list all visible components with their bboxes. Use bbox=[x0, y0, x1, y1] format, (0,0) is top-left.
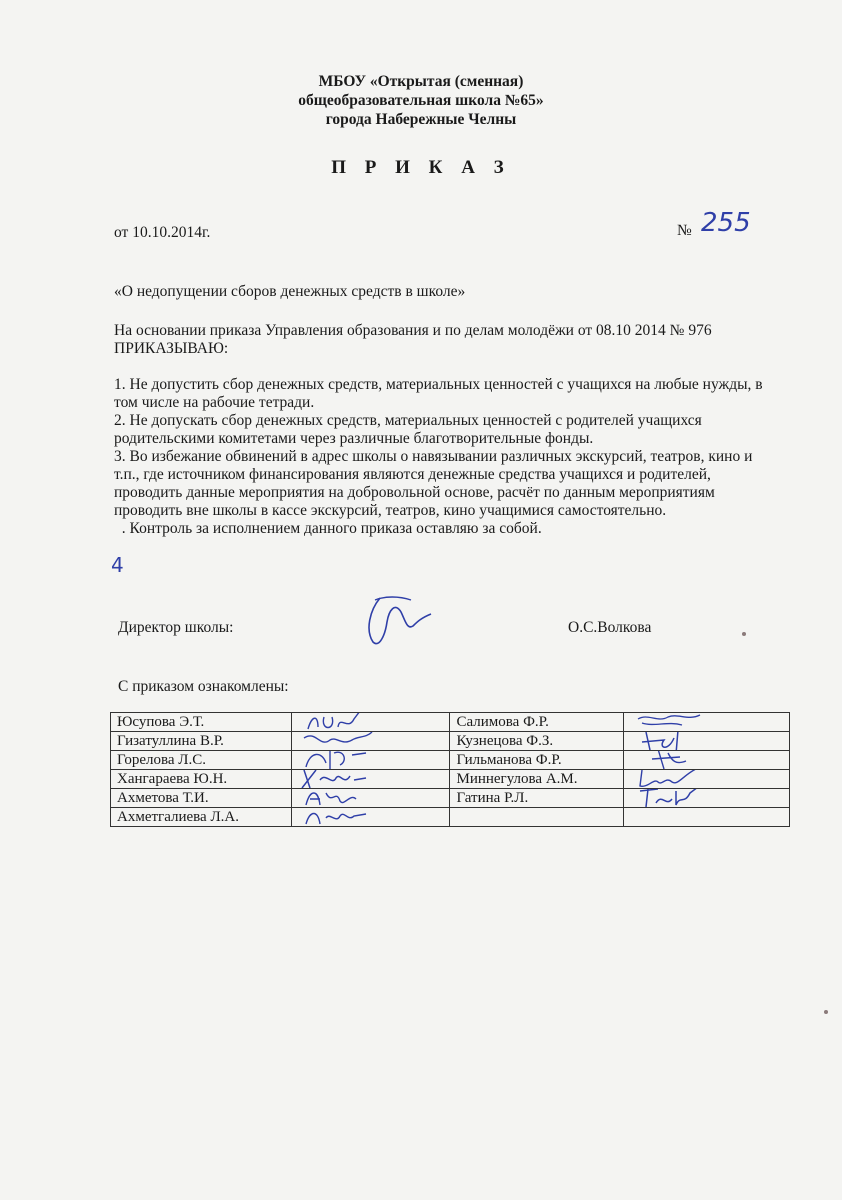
order-body bbox=[114, 322, 774, 538]
header-line-3: города Набережные Челны bbox=[325, 111, 517, 128]
signature-cell bbox=[292, 789, 450, 808]
order-item-4-text: . Контроль за исполнением данного приказа оставляю за собой. bbox=[121, 520, 542, 537]
table-row bbox=[111, 713, 790, 732]
signature-mark bbox=[628, 751, 708, 770]
paper-speck bbox=[742, 632, 746, 636]
signature-cell bbox=[624, 770, 790, 789]
signature-cell bbox=[624, 808, 790, 827]
staff-name: Ахметова Т.И. bbox=[111, 789, 292, 808]
staff-name: Горелова Л.С. bbox=[111, 751, 292, 770]
signature-mark bbox=[296, 751, 376, 770]
order-item-2: 2. Не допускать сбор денежных средств, материальных ценностей с родителей учащихся родительскими комитетами через различные благотворительные фонды. bbox=[114, 412, 702, 447]
handwritten-order-number-text: 255 bbox=[701, 208, 751, 238]
signature-mark bbox=[296, 732, 376, 751]
signature-mark bbox=[296, 713, 376, 732]
signature-mark bbox=[296, 770, 376, 789]
staff-name: Миннегулова А.М. bbox=[450, 770, 624, 789]
director-label: Директор школы: bbox=[118, 619, 234, 636]
table-row bbox=[111, 751, 790, 770]
staff-name: Гатина Р.Л. bbox=[450, 789, 624, 808]
header-line-2: общеобразовательная школа №65» bbox=[298, 92, 544, 109]
signature-cell bbox=[292, 808, 450, 827]
acknowledgement-title: С приказом ознакомлены: bbox=[118, 678, 289, 695]
signature-cell bbox=[624, 732, 790, 751]
table-row bbox=[111, 789, 790, 808]
order-item-4 bbox=[114, 520, 774, 538]
staff-name: Гизатуллина В.Р. bbox=[111, 732, 292, 751]
basis-text: На основании приказа Управления образования и по делам молодёжи от 08.10 2014 № 976 bbox=[114, 322, 712, 339]
staff-name: Салимова Ф.Р. bbox=[450, 713, 624, 732]
table-row bbox=[111, 732, 790, 751]
signature-cell bbox=[292, 770, 450, 789]
signature-mark bbox=[628, 770, 708, 789]
document-title: П Р И К А З bbox=[331, 157, 511, 178]
handwritten-order-number bbox=[697, 205, 759, 239]
director-name: О.С.Волкова bbox=[568, 619, 652, 636]
signature-mark bbox=[296, 789, 376, 808]
signature-cell bbox=[292, 713, 450, 732]
staff-name: Юсупова Э.Т. bbox=[111, 713, 292, 732]
staff-name: Ахметгалиева Л.А. bbox=[111, 808, 292, 827]
signature-cell bbox=[624, 789, 790, 808]
order-subject: «О недопущении сборов денежных средств в школе» bbox=[114, 283, 466, 300]
handwritten-item-number bbox=[110, 553, 126, 577]
signature-mark bbox=[628, 789, 708, 808]
staff-name bbox=[450, 808, 624, 827]
staff-name: Гильманова Ф.Р. bbox=[450, 751, 624, 770]
handwritten-item-number-text: 4 bbox=[111, 553, 124, 577]
school-header bbox=[0, 72, 842, 129]
table-row bbox=[111, 770, 790, 789]
staff-name: Хангараева Ю.Н. bbox=[111, 770, 292, 789]
table-row bbox=[111, 808, 790, 827]
order-item-1: 1. Не допустить сбор денежных средств, материальных ценностей с учащихся на любые нужды, в том числе на рабочие тетради. bbox=[114, 376, 763, 411]
director-signature bbox=[355, 590, 435, 650]
order-date: от 10.10.2014г. bbox=[114, 224, 211, 241]
acknowledgement-table bbox=[110, 712, 790, 827]
order-word: ПРИКАЗЫВАЮ: bbox=[114, 340, 229, 357]
header-line-1: МБОУ «Открытая (сменная) bbox=[318, 73, 524, 90]
signature-cell bbox=[624, 713, 790, 732]
signature-mark bbox=[296, 808, 376, 827]
order-item-3: 3. Во избежание обвинений в адрес школы о навязывании различных экскурсий, театров, кино и т.п., где источником финансирования являются денежные средства учащихся и родителей, проводить данные мероприятия на добровольной основе, расчёт по данным мероприятиям проводить вне школы в кассе экскурсий, театров, кино учащимися самостоятельно. bbox=[114, 448, 753, 519]
signature-cell bbox=[292, 732, 450, 751]
order-number-label: № bbox=[677, 222, 692, 239]
staff-name: Кузнецова Ф.З. bbox=[450, 732, 624, 751]
signature-mark bbox=[628, 732, 708, 751]
signature-mark bbox=[628, 713, 708, 732]
signature-cell bbox=[292, 751, 450, 770]
paper-speck bbox=[824, 1010, 828, 1014]
signature-cell bbox=[624, 751, 790, 770]
